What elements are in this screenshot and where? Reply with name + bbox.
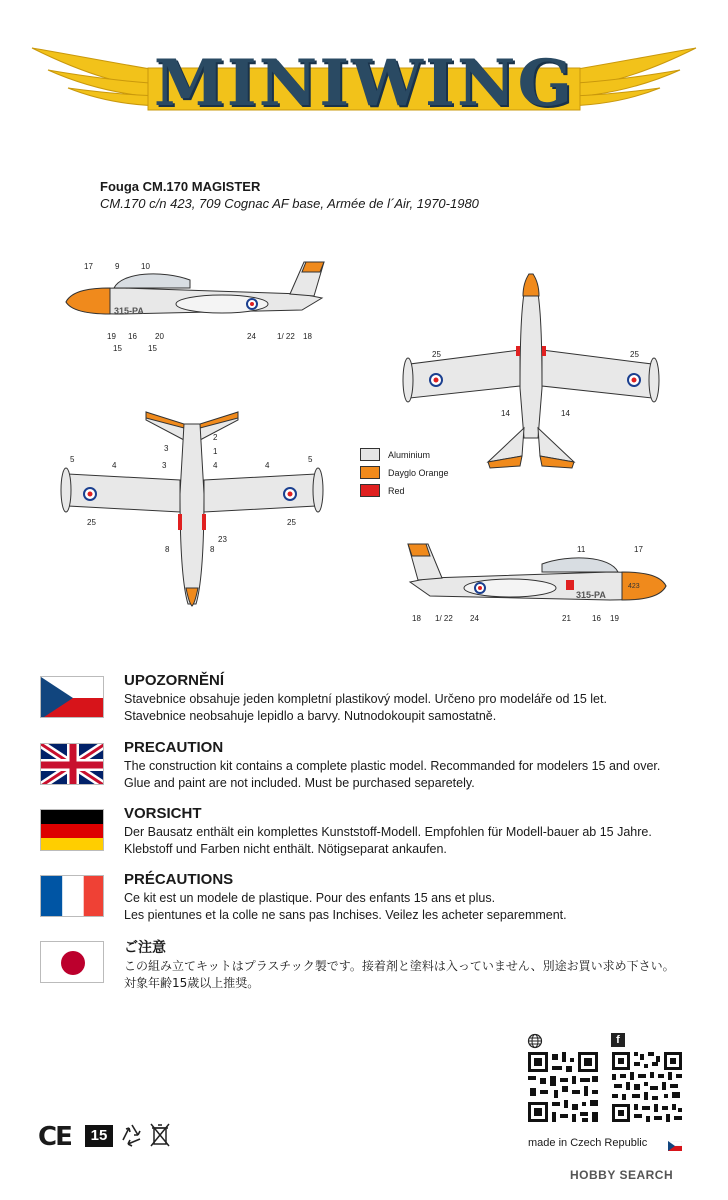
callout-16: 16 [128,332,137,341]
legend-label: Dayglo Orange [388,467,449,478]
callout-24: 24 [247,332,256,341]
ce-mark: CE [38,1122,71,1152]
notice-line: Ce kit est un modele de plastique. Pour des enfants 15 ans et plus. [124,891,496,905]
callout-14-r: 14 [561,409,570,418]
callout-1-22: 1/ 22 [277,332,295,341]
hobby-search-watermark: HOBBY SEARCH [570,1168,674,1182]
notice-line: The construction kit contains a complete plastic model. Recommanded for modelers 15 and over. [124,759,661,773]
callout-5-l: 5 [70,455,75,464]
qr-code-website[interactable] [526,1050,600,1124]
notice-heading: PRECAUTION [124,739,224,756]
callout-17: 17 [84,262,93,271]
recycle-icon [118,1122,146,1153]
notice-french [40,871,700,922]
legend-red [360,484,405,497]
notice-heading: PRÉCAUTIONS [124,871,234,888]
callout-18: 18 [303,332,312,341]
czech-flag-small-icon [668,1138,682,1156]
callout-19-r: 19 [610,614,619,623]
side-registration-right: 315-PA [576,590,606,600]
callout-2: 2 [213,433,218,442]
czech-flag-icon [40,676,104,718]
legend-dayglo-orange [360,466,449,479]
aircraft-top-view [398,268,668,478]
callout-16-r: 16 [592,614,601,623]
notice-czech [40,672,700,723]
notice-line: Stavebnice neobsahuje lepidlo a barvy. Nutnodokoupit samostatně. [124,709,497,723]
notice-japanese [40,937,700,990]
callout-25-top-l: 25 [432,350,441,359]
miniwing-logo [28,28,700,128]
callout-11: 11 [577,545,586,554]
legend-aluminium [360,448,430,461]
callout-18-r: 18 [412,614,421,623]
notice-line: Klebstoff und Farben nicht enthält. Nötigseparat ankaufen. [124,842,447,856]
callout-25-bot-l: 25 [87,518,96,527]
callout-14-l: 14 [501,409,510,418]
side-registration-left: 315-PA [114,306,144,316]
callout-25-top-r: 25 [630,350,639,359]
swatch-aluminium [360,448,380,461]
callout-17-r: 17 [634,545,643,554]
callout-9: 9 [115,262,120,271]
notice-heading: VORSICHT [124,805,202,822]
notice-line: この組み立てキットはプラスチック製です。接着剤と塗料は入っていません、別途お買い求め下さい。 [124,959,675,973]
callout-3-b: 3 [162,461,167,470]
nose-code: 423 [628,583,640,590]
notice-german [40,805,700,856]
age-badge: 15 [85,1125,113,1147]
callout-5-r: 5 [308,455,313,464]
uk-flag-icon [40,743,104,785]
notice-heading: UPOZORNĚNÍ [124,672,225,689]
notice-heading: ご注意 [124,940,166,956]
callout-8-l: 8 [165,545,170,554]
logo-text: MINIWING [153,46,575,121]
aircraft-bottom-view [58,404,326,614]
callout-19: 19 [107,332,116,341]
callout-23: 23 [218,535,227,544]
callout-20: 20 [155,332,164,341]
legend-label: Aluminium [388,449,431,460]
callout-10: 10 [141,262,150,271]
callout-25-bot-r: 25 [287,518,296,527]
german-flag-icon [40,809,104,851]
crossed-bin-icon [149,1122,171,1153]
callout-4-r: 4 [265,461,270,470]
callout-15b: 15 [148,344,157,353]
french-flag-icon [40,875,104,917]
aircraft-side-view-right [380,540,670,620]
notice-line: Der Bausatz enthält ein komplettes Kunststoff-Modell. Empfohlen für Modell-bauer ab 15 Jahre. [124,825,652,839]
japan-flag-icon [40,941,104,983]
notice-line: Stavebnice obsahuje jeden kompletní plastikový model. Určeno pro modeláře od 15 let. [124,692,607,706]
callout-4-c: 4 [213,461,218,470]
callout-3-a: 3 [164,444,169,453]
legend-label: Red [388,485,405,496]
callout-24-r: 24 [470,614,479,623]
callout-21: 21 [562,614,571,623]
swatch-red [360,484,380,497]
callout-1-22-r: 1/ 22 [435,614,453,623]
notice-line: 対象年齢15歳以上推奨。 [124,976,260,990]
swatch-orange [360,466,380,479]
callout-4-l: 4 [112,461,117,470]
callout-15: 15 [113,344,122,353]
facebook-icon: f [611,1033,625,1047]
notice-english [40,739,700,790]
qr-code-facebook[interactable] [610,1050,684,1124]
notice-line: Glue and paint are not included. Must be purchased separetely. [124,776,475,790]
model-subtitle: CM.170 c/n 423, 709 Cognac AF base, Armée de l´Air, 1970-1980 [100,196,479,211]
notice-line: Les pientunes et la colle ne sans pas Inchises. Veilez les acheter separemment. [124,908,567,922]
callout-8-r: 8 [210,545,215,554]
model-title: Fouga CM.170 MAGISTER [100,179,261,194]
callout-1: 1 [213,447,218,456]
made-in-label: made in Czech Republic [528,1137,648,1149]
